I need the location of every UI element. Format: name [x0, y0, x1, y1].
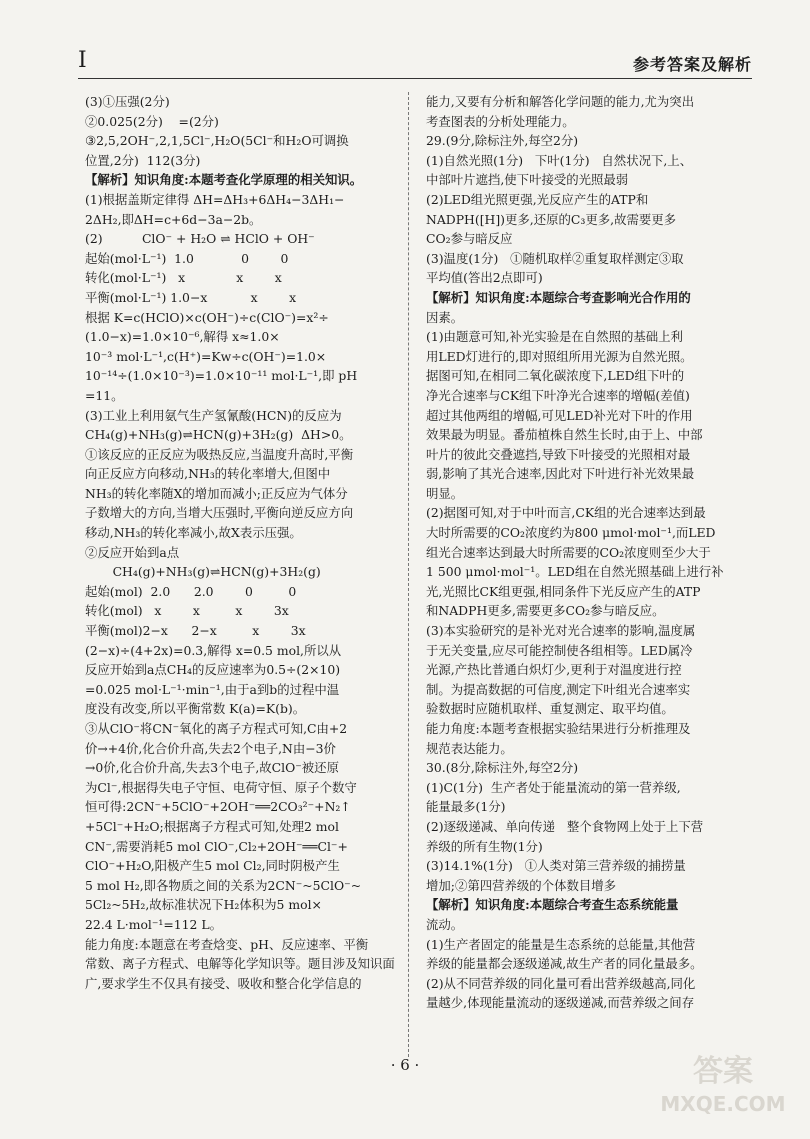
right-column-text-line: (2)从不同营养级的同化量可看出营养级越高,同化 — [426, 975, 696, 991]
right-column-text-line: 超过其他两组的增幅,可见LED补光对下叶的作用 — [426, 407, 693, 423]
right-column-text-line: 制。为提高数据的可信度,测定下叶组光合速率实 — [426, 681, 691, 697]
right-column-text-line: (3)14.1%(1分) ①人类对第三营养级的捕捞量 — [426, 858, 686, 874]
right-column-text-line: 【解析】知识角度:本题综合考查影响光合作用的 — [426, 289, 691, 305]
left-column-text-line: ③从ClO⁻将CN⁻氧化的离子方程式可知,C由+2 — [85, 721, 348, 736]
right-column — [426, 92, 762, 1013]
left-column-text-line: 起始(mol·L⁻¹) 1.0 0 0 — [85, 250, 289, 266]
left-column-text-line: 常数、离子方程式、电解等化学知识等。题目涉及知识面 — [85, 956, 395, 972]
right-column-text-line: (3)本实验研究的是补光对光合速率的影响,温度属 — [426, 623, 696, 639]
right-column-text-line: 中部叶片遮挡,使下叶接受的光照最弱 — [426, 172, 629, 188]
left-column-text-line: 2ΔH₂,即ΔH=c+6d−3a−2b。 — [85, 211, 262, 227]
right-column-text-line: (1)自然光照(1分) 下叶(1分) 自然状况下,上、 — [426, 152, 693, 168]
watermark-logo-mark: 答案 — [693, 1054, 753, 1089]
left-column-text-line: +5Cl⁻+H₂O;根据离子方程式可知,处理2 mol — [85, 818, 339, 834]
watermark-logo — [658, 1043, 788, 1121]
left-column-text-line: (2−x)÷(4+2x)=0.3,解得 x=0.5 mol,所以从 — [85, 642, 342, 658]
left-column-text-line: CN⁻,需要消耗5 mol ClO⁻,Cl₂+2OH⁻══Cl⁻+ — [85, 838, 348, 854]
left-column-text-line: 【解析】知识角度:本题考查化学原理的相关知识。 — [85, 172, 363, 188]
right-column-text-line: 平均值(答出2点即可) — [426, 270, 543, 286]
left-column — [85, 92, 421, 993]
page-header — [78, 48, 752, 79]
left-column-text-line: 22.4 L·mol⁻¹=112 L。 — [85, 916, 222, 932]
right-column-text-line: NADPH([H])更多,还原的C₃更多,故需要更多 — [426, 211, 677, 227]
left-column-text-line: 能力角度:本题意在考查焓变、pH、反应速率、平衡 — [85, 936, 369, 952]
right-column-text-line: 【解析】知识角度:本题综合考查生态系统能量 — [426, 897, 679, 913]
right-column-text-line: 养级的能量都会逐级递减,故生产者的同化量最多。 — [426, 956, 703, 972]
left-column-text-line: ClO⁻+H₂O,阳极产生5 mol Cl₂,同时阴极产生 — [85, 858, 340, 874]
left-column-text-line: (1)根据盖斯定律得 ΔH=ΔH₃+6ΔH₄−3ΔH₁− — [85, 191, 345, 207]
right-column-text-line: 净光合速率与CK组下叶净光合速率的增幅(差值) — [426, 387, 690, 403]
left-column-text-line: 向正反应方向移动,NH₃的转化率增大,但图中 — [85, 466, 331, 482]
right-column-text-line: 规范表达能力。 — [426, 740, 513, 756]
right-column-text-line: 量越少,体现能量流动的逐级递减,而营养级之间存 — [426, 995, 695, 1011]
left-column-text-line: 转化(mol·L⁻¹) x x x — [85, 270, 282, 286]
left-column-text-line: 度没有改变,所以平衡常数 K(a)=K(b)。 — [85, 701, 306, 717]
header-title: 参考答案及解析 — [632, 55, 752, 74]
right-column-text-line: (2)LED组光照更强,光反应产生的ATP和 — [426, 191, 649, 207]
right-column-text-line: 弱,影响了其光合速率,因此对下叶进行补光效果最 — [426, 466, 695, 482]
left-column-text-line: 恒可得:2CN⁻+5ClO⁻+2OH⁻══2CO₃²⁻+N₂↑ — [85, 799, 351, 815]
left-column-text-line: (2) ClO⁻ + H₂O ⇌ HClO + OH⁻ — [85, 231, 315, 247]
right-column-text-line: 和NADPH更多,需要更多CO₂参与暗反应。 — [426, 603, 665, 619]
left-column-text-line: (3)①压强(2分) — [85, 94, 170, 109]
left-column-text-line: →0价,化合价升高,失去3个电子,故ClO⁻被还原 — [85, 760, 339, 776]
left-column-text-line: 5Cl₂~5H₂,故标准状况下H₂体积为5 mol× — [85, 897, 322, 913]
left-column-text-line: ②反应开始到a点 — [85, 544, 180, 560]
left-column-text-line: 位置,2分) 112(3分) — [85, 152, 201, 168]
right-column-text-line: (1)由题意可知,补光实验是在自然照的基础上利 — [426, 329, 683, 345]
right-column-text-line: 效果最为明显。番茄植株自然生长时,由于上、中部 — [426, 427, 703, 443]
right-column-text-line: 29.(9分,除标注外,每空2分) — [426, 133, 579, 149]
right-column-text-line: 因素。 — [426, 309, 464, 325]
left-column-text-line: (1.0−x)=1.0×10⁻⁶,解得 x≈1.0× — [85, 329, 280, 345]
left-column-text-line: =0.025 mol·L⁻¹·min⁻¹,由于a到b的过程中温 — [85, 681, 340, 697]
right-column-text-line: 于无关变量,应尽可能控制使各组相等。LED属冷 — [426, 642, 693, 658]
right-column-text-line: 养级的所有生物(1分) — [426, 838, 543, 854]
left-column-text-line: 子数增大的方向,当增大压强时,平衡向逆反应方向 — [85, 505, 354, 521]
right-column-text-line: 流动。 — [426, 916, 464, 932]
left-column-text-line: 根据 K=c(HClO)×c(OH⁻)÷c(ClO⁻)=x²÷ — [85, 309, 329, 325]
left-column-text-line: CH₄(g)+NH₃(g)⇌HCN(g)+3H₂(g) — [85, 564, 321, 580]
right-column-text-line: 30.(8分,除标注外,每空2分) — [426, 760, 579, 776]
left-column-text-line: 反应开始到a点CH₄的反应速率为0.5÷(2×10) — [85, 662, 341, 678]
left-column-text-line: 10⁻³ mol·L⁻¹,c(H⁺)=Kw÷c(OH⁻)=1.0× — [85, 348, 327, 364]
right-column-text-line: 能力,又要有分析和解答化学问题的能力,尤为突出 — [426, 94, 695, 109]
right-column-text-line: 1 500 μmol·mol⁻¹。LED组在自然光照基础上进行补 — [426, 564, 724, 580]
right-column-text-line: 考查图表的分析处理能力。 — [426, 113, 575, 129]
right-column-text-line: 能量最多(1分) — [426, 799, 506, 815]
right-column-text-line: (3)温度(1分) ①随机取样②重复取样测定③取 — [426, 250, 684, 266]
right-column-text-line: (2)据图可知,对于中叶而言,CK组的光合速率达到最 — [426, 505, 706, 521]
right-column-text-line: 大时所需要的CO₂浓度约为800 μmol·mol⁻¹,而LED — [426, 525, 716, 541]
right-column-text-line: (2)逐级递减、单向传递 整个食物网上处于上下营 — [426, 818, 704, 834]
right-column-text-line: 光源,产热比普通白炽灯少,更利于对温度进行控 — [426, 662, 682, 678]
right-column-text-line: 验数据时应随机取样、重复测定、取平均值。 — [426, 701, 674, 717]
left-column-text-line: 转化(mol) x x x 3x — [85, 603, 289, 619]
left-column-text-line: 平衡(mol·L⁻¹) 1.0−x x x — [85, 289, 297, 305]
left-column-text-line: 5 mol H₂,即各物质之间的关系为2CN⁻~5ClO⁻~ — [85, 877, 362, 893]
left-column-text-line: NH₃的转化率随X的增加而减小;正反应为气体分 — [85, 485, 348, 501]
left-column-text-line: ①该反应的正反应为吸热反应,当温度升高时,平衡 — [85, 446, 354, 462]
right-column-text-line: CO₂参与暗反应 — [426, 231, 513, 247]
left-column-text-line: 广,要求学生不仅具有接受、吸收和整合化学信息的 — [85, 975, 362, 991]
right-column-text-line: (1)C(1分) 生产者处于能量流动的第一营养级, — [426, 779, 681, 795]
left-column-text-line: =11。 — [85, 387, 124, 403]
left-column-text-line: 起始(mol) 2.0 2.0 0 0 — [85, 583, 297, 599]
header-left-mark: I — [78, 48, 87, 73]
right-column-text-line: 能力角度:本题考查根据实验结果进行分析推理及 — [426, 721, 691, 736]
right-column-text-line: 明显。 — [426, 485, 464, 501]
left-column-text-line: 平衡(mol)2−x 2−x x 3x — [85, 623, 306, 639]
left-column-text-line: 价→+4价,化合价升高,失去2个电子,N由−3价 — [85, 740, 336, 756]
left-column-text-line: CH₄(g)+NH₃(g)⇌HCN(g)+3H₂(g) ΔH>0。 — [85, 427, 352, 443]
left-column-text-line: ③2,5,2OH⁻,2,1,5Cl⁻,H₂O(5Cl⁻和H₂O可调换 — [85, 133, 349, 149]
left-column-text-line: 移动,NH₃的转化率减小,故X表示压强。 — [85, 525, 302, 541]
right-column-text-line: 组光合速率达到最大时所需要的CO₂浓度则至少大于 — [426, 544, 711, 560]
left-column-text-line: 为Cl⁻,根据得失电子守恒、电荷守恒、原子个数守 — [85, 779, 357, 795]
right-column-text-line: 增加;②第四营养级的个体数目增多 — [426, 877, 617, 893]
left-column-text-line: ②0.025(2分) =(2分) — [85, 113, 219, 129]
right-column-text-line: 叶片的彼此交叠遮挡,导致下叶接受的光照相对最 — [426, 446, 691, 462]
left-column-text-line: 10⁻¹⁴÷(1.0×10⁻³)=1.0×10⁻¹¹ mol·L⁻¹,即 pH — [85, 368, 358, 384]
left-column-text-line: (3)工业上利用氨气生产氢氰酸(HCN)的反应为 — [85, 407, 342, 423]
watermark-logo-url: MXQE.COM — [660, 1092, 786, 1116]
page-number: · 6 · — [390, 1056, 420, 1074]
right-column-text-line: 用LED灯进行的,即对照组所用光源为自然光照。 — [426, 348, 693, 364]
right-column-text-line: 光,光照比CK组更强,相同条件下光反应产生的ATP — [426, 583, 701, 599]
right-column-text-line: 据图可知,在相同二氧化碳浓度下,LED组下叶的 — [426, 368, 685, 384]
right-column-text-line: (1)生产者固定的能量是生态系统的总能量,其他营 — [426, 936, 696, 952]
